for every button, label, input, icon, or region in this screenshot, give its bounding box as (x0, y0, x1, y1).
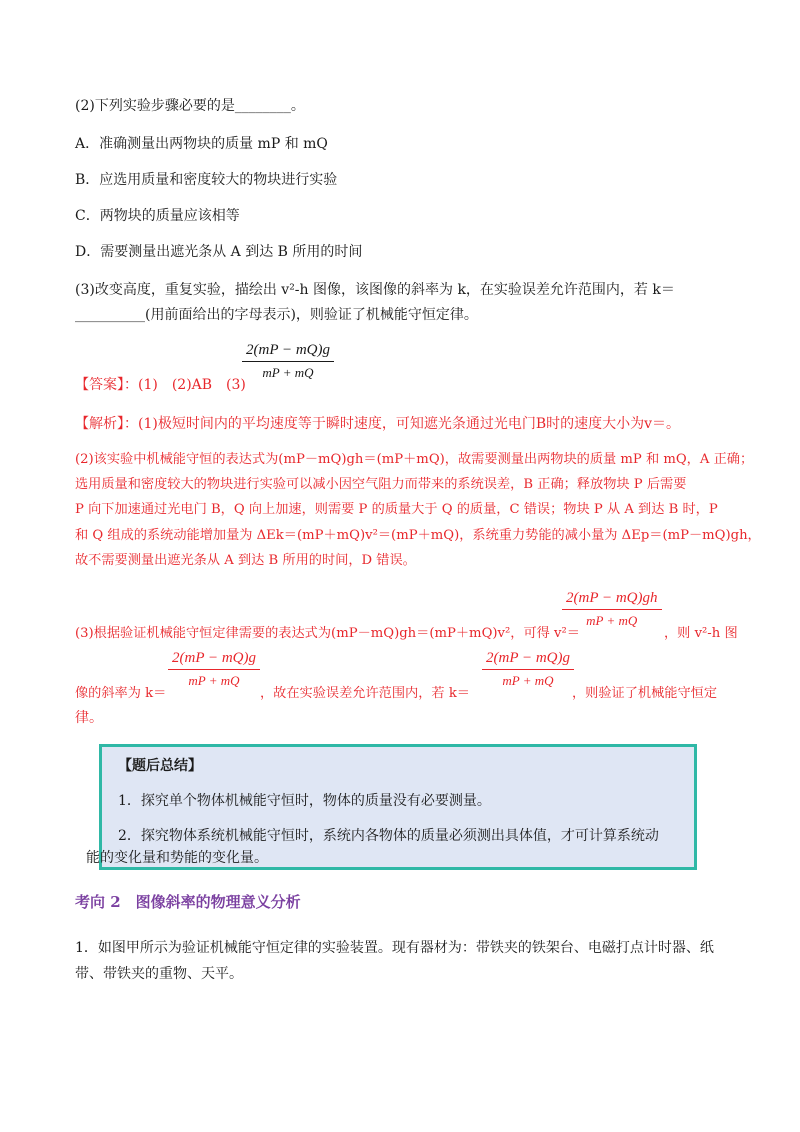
analysis-p3-line3: 律。 (75, 710, 103, 726)
q3-line1: (3)改变高度，重复实验，描绘出 v²-h 图像，该图像的斜率为 k，在实验误差允许范围内，若 k＝ (75, 282, 675, 298)
next-question-line2: 带、带铁夹的重物、天平。 (75, 966, 243, 982)
analysis-p2-line1: (2)该实验中机械能守恒的表达式为(mP－mQ)gh＝(mP＋mQ)，故需要测量出两物块的质量 mP 和 mQ，A 正确； (75, 452, 754, 467)
q3-line2: __________(用前面给出的字母表示)，则验证了机械能守恒定律。 (75, 307, 478, 323)
analysis-p3-line2a: 像的斜率为 k＝ (75, 686, 167, 701)
answer-formula (242, 342, 334, 381)
summary-item-2-cont: 能的变化量和势能的变化量。 (86, 850, 268, 866)
analysis-p2-line5: 故不需要测量出遮光条从 A 到达 B 所用的时间，D 错误。 (75, 553, 416, 568)
section-title: 考向 2 图像斜率的物理意义分析 (75, 893, 301, 911)
analysis-p3-line2b: ，故在实验误差允许范围内，若 k＝ (260, 686, 470, 701)
v2-formula-numerator: 2(mP − mQ)gh (566, 590, 658, 606)
k-formula-2-numerator: 2(mP − mQ)g (486, 650, 571, 666)
analysis-p3-line2c: ，则验证了机械能守恒定 (572, 686, 718, 701)
analysis-p2-line3: P 向下加速通过光电门 B，Q 向上加速，则需要 P 的质量大于 Q 的质量，C 错误；物块 P 从 A 到达 B 时，P (75, 502, 718, 517)
q2-stem: (2)下列实验步骤必要的是________。 (75, 98, 305, 114)
summary-title: 【题后总结】 (118, 758, 202, 774)
analysis-p2-line4: 和 Q 组成的系统动能增加量为 ΔEk＝(mP＋mQ)v²＝(mP＋mQ)，系统重力势能的减小量为 ΔEp＝(mP－mQ)gh， (75, 528, 761, 543)
answer-formula-numerator: 2(mP − mQ)g (246, 342, 331, 358)
summary-item-1: 1．探究单个物体机械能守恒时，物体的质量没有必要测量。 (118, 793, 491, 809)
k-formula-1 (168, 650, 260, 689)
analysis-p3-line1a: (3)根据验证机械能守恒定律需要的表达式为(mP－mQ)gh＝(mP＋mQ)v²，可得 v²＝ (75, 626, 580, 641)
next-question-line1: 1．如图甲所示为验证机械能守恒定律的实验装置。现有器材为：带铁夹的铁架台、电磁打点计时器、纸 (75, 940, 714, 956)
k-formula-2-denominator: mP + mQ (502, 673, 554, 688)
q2-option-b: B．应选用质量和密度较大的物块进行实验 (75, 172, 338, 188)
q2-option-a: A．准确测量出两物块的质量 mP 和 mQ (75, 136, 328, 152)
answer-formula-denominator: mP + mQ (262, 365, 314, 380)
k-formula-1-numerator: 2(mP − mQ)g (172, 650, 257, 666)
analysis-p1: 【解析】：(1)极短时间内的平均速度等于瞬时速度，可知遮光条通过光电门B时的速度大小为v＝。 (75, 416, 681, 432)
v2-formula-denominator: mP + mQ (586, 613, 638, 628)
analysis-p3-line1b: ，则 v²-h 图 (664, 626, 738, 641)
k-formula-1-denominator: mP + mQ (188, 673, 240, 688)
summary-item-2: 2．探究物体系统机械能守恒时，系统内各物体的质量必须测出具体值，才可计算系统动 (118, 828, 659, 844)
q2-option-d: D．需要测量出遮光条从 A 到达 B 所用的时间 (75, 244, 363, 260)
answer-line: 【答案】：(1) (2)AB (3) (75, 377, 246, 393)
q2-option-c: C．两物块的质量应该相等 (75, 208, 240, 224)
analysis-p2-line2: 选用质量和密度较大的物块进行实验可以减小因空气阻力而带来的系统误差，B 正确；释放物块 P 后需要 (75, 477, 687, 492)
k-formula-2 (482, 650, 574, 689)
